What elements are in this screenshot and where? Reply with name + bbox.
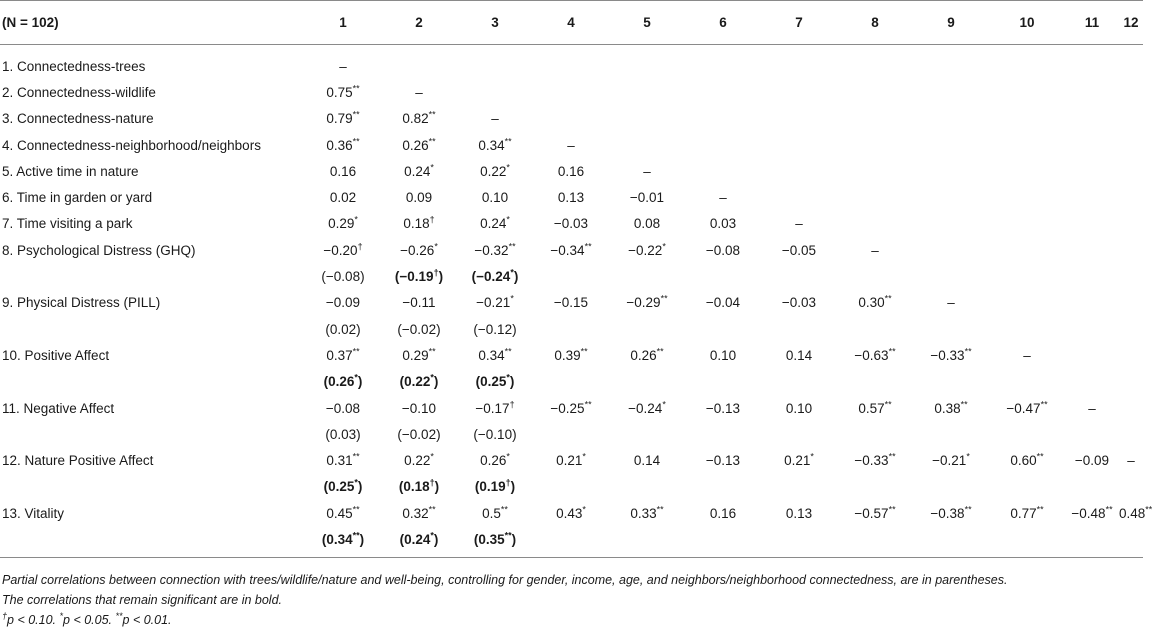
table-cell: [685, 158, 761, 184]
table-cell: −0.11: [402, 295, 436, 311]
table-cell: [609, 421, 685, 447]
column-header: 11: [1065, 1, 1119, 45]
table-cell: [1119, 474, 1143, 500]
table-cell: [1119, 263, 1143, 289]
table-cell: (0.18†): [398, 477, 440, 495]
note-partial-correlations: Partial correlations between connection with trees/wildlife/nature and well-being, controlling for gender, income, age, and neighbors/neighborhood connectedness, are in parentheses.: [2, 573, 1008, 587]
table-cell: 0.30**: [858, 293, 892, 311]
row-label: [0, 369, 305, 395]
table-cell: −0.33**: [930, 346, 972, 363]
table-cell: [761, 184, 837, 210]
table-cell: [761, 132, 837, 158]
table-cell: [457, 45, 533, 80]
table-cell: 0.14: [633, 453, 661, 469]
table-cell: [913, 45, 989, 80]
table-cell: [1065, 342, 1119, 368]
table-cell: (0.24*): [381, 526, 457, 557]
table-cell: [913, 369, 989, 395]
table-cell: [1065, 526, 1119, 557]
table-cell: −0.17†: [475, 399, 515, 416]
table-cell: –: [947, 295, 955, 311]
table-cell: 0.32**: [402, 504, 436, 521]
table-cell: [609, 369, 685, 395]
table-cell: [533, 106, 609, 132]
table-cell: −0.08: [705, 242, 741, 258]
table-cell: 0.16: [557, 163, 585, 179]
table-cell: 0.34**: [478, 346, 512, 363]
table-cell: (−0.19†): [394, 267, 444, 285]
table-cell: –: [1023, 347, 1031, 363]
table-cell: [989, 316, 1065, 342]
table-cell: 0.36**: [326, 136, 360, 153]
table-cell: [609, 132, 685, 158]
table-cell: [1119, 342, 1143, 368]
table-cell: [1119, 106, 1143, 132]
table-cell: [837, 474, 913, 500]
table-cell: 0.39**: [554, 346, 588, 363]
row-label: 7. Time visiting a park: [2, 216, 133, 232]
table-cell: (0.34**): [305, 526, 381, 557]
table-row: [0, 184, 1143, 210]
table-cell: 0.60**: [1010, 451, 1044, 469]
table-row-partial: [0, 316, 1143, 342]
table-cell: 0.10: [785, 400, 813, 416]
table-cell: [989, 263, 1065, 289]
table-cell: −0.38**: [930, 504, 972, 521]
table-cell: [1119, 211, 1143, 237]
table-cell: 0.57**: [858, 399, 892, 416]
table-cell: −0.05: [781, 242, 817, 258]
table-cell: 0.02: [329, 190, 357, 206]
header-row: [0, 1, 1143, 45]
column-header: 1: [305, 1, 381, 45]
table-row: [0, 395, 1143, 421]
table-cell: [685, 106, 761, 132]
table-cell: 0.29*: [328, 214, 358, 232]
table-cell: (−0.24*): [471, 267, 519, 285]
table-cell: −0.03: [781, 295, 817, 311]
table-cell: −0.26*: [400, 241, 438, 258]
table-cell: −0.09: [1074, 453, 1110, 469]
table-cell: [1119, 237, 1143, 263]
table-row-partial: [0, 474, 1143, 500]
table-cell: [1065, 316, 1119, 342]
row-label: 5. Active time in nature: [2, 163, 139, 179]
column-header: 9: [913, 1, 989, 45]
table-cell: [609, 45, 685, 80]
column-header: 2: [381, 1, 457, 45]
table-cell: (−0.12): [473, 321, 517, 337]
table-body: [0, 45, 1152, 558]
table-cell: [989, 158, 1065, 184]
table-cell: [1065, 421, 1119, 447]
table-cell: (0.02): [325, 321, 361, 337]
table-cell: (0.22*): [399, 372, 439, 390]
table-cell: 0.24*: [480, 214, 510, 232]
row-label: [0, 421, 305, 447]
table-cell: 0.45**: [326, 504, 360, 521]
table-cell: [1119, 526, 1143, 557]
table-cell: −0.21*: [476, 293, 514, 311]
table-cell: −0.48**: [1071, 504, 1113, 521]
table-cell: (−0.02): [397, 426, 441, 442]
table-cell: [837, 316, 913, 342]
table-cell: [913, 474, 989, 500]
table-cell: 0.13: [785, 505, 813, 521]
table-cell: (0.26*): [323, 372, 363, 390]
table-cell: [1065, 263, 1119, 289]
table-row: [0, 290, 1143, 316]
table-cell: [761, 79, 837, 105]
table-cell: [609, 526, 685, 557]
table-cell: [761, 526, 837, 557]
table-cell: –: [871, 242, 879, 258]
table-cell: [1065, 290, 1119, 316]
column-header: 7: [761, 1, 837, 45]
table-cell: 0.48**: [1119, 504, 1152, 521]
table-cell: [685, 316, 761, 342]
table-cell: [609, 106, 685, 132]
table-cell: 0.22*: [404, 451, 434, 469]
column-header: 6: [685, 1, 761, 45]
table-cell: [1065, 369, 1119, 395]
column-header: 10: [989, 1, 1065, 45]
table-cell: [685, 526, 761, 557]
table-cell: [761, 106, 837, 132]
table-cell: [913, 158, 989, 184]
row-label: [0, 263, 305, 289]
table-cell: [1119, 132, 1143, 158]
table-cell: –: [795, 216, 803, 232]
table-cell: [761, 474, 837, 500]
table-cell: [1065, 45, 1119, 80]
table-cell: 0.26**: [402, 136, 436, 153]
table-cell: [1065, 106, 1119, 132]
table-cell: [989, 290, 1065, 316]
table-cell: [1119, 45, 1143, 80]
table-cell: 0.21*: [784, 451, 814, 469]
table-cell: 0.34**: [478, 136, 512, 153]
table-cell: −0.47**: [1006, 399, 1048, 416]
table-cell: [533, 316, 609, 342]
table-cell: [913, 106, 989, 132]
table-row-partial: [0, 263, 1143, 289]
table-cell: [1065, 474, 1119, 500]
table-cell: −0.04: [705, 295, 741, 311]
table-row-partial: [0, 526, 1143, 557]
table-cell: 0.37**: [326, 346, 360, 363]
table-cell: 0.16: [709, 505, 737, 521]
table-cell: [989, 526, 1065, 557]
table-cell: 0.5**: [482, 504, 508, 521]
table-cell: [913, 421, 989, 447]
table-cell: –: [1127, 453, 1135, 469]
table-cell: [913, 132, 989, 158]
table-row: [0, 132, 1143, 158]
table-cell: [989, 474, 1065, 500]
table-cell: [837, 369, 913, 395]
table-cell: [913, 316, 989, 342]
table-cell: [913, 237, 989, 263]
table-cell: 0.10: [481, 190, 509, 206]
table-cell: [609, 263, 685, 289]
table-cell: [1119, 316, 1143, 342]
table-cell: 0.33**: [630, 504, 664, 521]
table-notes: [2, 570, 1008, 630]
table-cell: 0.14: [785, 347, 813, 363]
table-cell: [837, 263, 913, 289]
table-cell: –: [567, 137, 575, 153]
row-label: 1. Connectedness-trees: [2, 58, 146, 74]
table-cell: −0.08: [325, 400, 361, 416]
table-cell: [913, 79, 989, 105]
table-cell: −0.01: [629, 190, 665, 206]
table-cell: 0.21*: [556, 451, 586, 469]
table-cell: [837, 526, 913, 557]
table-cell: 0.24*: [404, 162, 434, 179]
table-cell: 0.08: [633, 216, 661, 232]
table-cell: [761, 263, 837, 289]
table-cell: [837, 45, 913, 80]
table-cell: [533, 421, 609, 447]
table-cell: −0.13: [705, 400, 741, 416]
table-cell: 0.38**: [934, 399, 968, 416]
table-cell: –: [491, 111, 499, 127]
table-cell: (−0.08): [321, 269, 365, 285]
table-cell: [609, 474, 685, 500]
table-row: [0, 45, 1143, 80]
table-cell: [761, 45, 837, 80]
table-cell: −0.32**: [474, 241, 516, 258]
table-cell: 0.18†: [403, 214, 435, 232]
row-label: 8. Psychological Distress (GHQ): [2, 242, 196, 258]
table-cell: −0.21*: [932, 451, 970, 469]
table-cell: –: [719, 190, 727, 206]
table-cell: [989, 184, 1065, 210]
row-label: 2. Connectedness-wildlife: [2, 84, 156, 100]
table-cell: [1119, 290, 1143, 316]
table-cell: [1065, 79, 1119, 105]
table-cell: −0.22*: [628, 241, 666, 258]
table-row: [0, 79, 1143, 105]
table-cell: [989, 369, 1065, 395]
table-cell: [1119, 184, 1143, 210]
table-cell: −0.03: [553, 216, 589, 232]
table-cell: [381, 45, 457, 80]
table-row: [0, 500, 1143, 526]
table-cell: 0.43*: [556, 504, 586, 521]
table-cell: (−0.02): [397, 321, 441, 337]
row-label: [0, 474, 305, 500]
row-label: 13. Vitality: [2, 505, 65, 521]
table-cell: [989, 79, 1065, 105]
table-cell: [837, 211, 913, 237]
table-row: [0, 211, 1143, 237]
table-cell: [533, 79, 609, 105]
table-cell: [533, 263, 609, 289]
table-cell: −0.33**: [854, 451, 896, 469]
table-cell: [1119, 158, 1143, 184]
table-cell: [1065, 158, 1119, 184]
table-cell: 0.10: [709, 347, 737, 363]
table-cell: [989, 132, 1065, 158]
table-cell: [609, 79, 685, 105]
table-row-partial: [0, 369, 1143, 395]
table-cell: −0.25**: [550, 399, 592, 416]
note-bold-significance: The correlations that remain significant are in bold.: [2, 593, 283, 607]
table-cell: –: [415, 84, 423, 100]
note-significance-levels: †p < 0.10. *p < 0.05. **p < 0.01.: [2, 610, 172, 627]
table-row: [0, 447, 1143, 473]
column-header: 3: [457, 1, 533, 45]
table-cell: [989, 237, 1065, 263]
table-cell: [761, 369, 837, 395]
table-cell: [837, 132, 913, 158]
table-row: [0, 237, 1143, 263]
column-header: 4: [533, 1, 609, 45]
table-cell: [685, 132, 761, 158]
table-row: [0, 106, 1143, 132]
row-label: [0, 526, 305, 557]
table-cell: 0.29**: [402, 346, 436, 363]
row-label: 11. Negative Affect: [2, 400, 115, 416]
table-cell: –: [643, 163, 651, 179]
table-cell: (0.35**): [457, 526, 533, 557]
table-cell: 0.22*: [480, 162, 510, 179]
table-row: [0, 342, 1143, 368]
table-cell: 0.31**: [326, 451, 360, 469]
table-cell: [837, 106, 913, 132]
table-cell: [1065, 184, 1119, 210]
table-cell: 0.75**: [326, 83, 360, 100]
table-cell: −0.20†: [323, 241, 363, 258]
row-label: 6. Time in garden or yard: [2, 190, 153, 206]
table-cell: [913, 211, 989, 237]
table-cell: [533, 526, 609, 557]
table-cell: [1065, 237, 1119, 263]
row-label: 9. Physical Distress (PILL): [2, 295, 161, 311]
table-cell: [837, 421, 913, 447]
column-header: 8: [837, 1, 913, 45]
row-label: 4. Connectedness-neighborhood/neighbors: [2, 137, 261, 153]
table-cell: [837, 158, 913, 184]
table-cell: [533, 369, 609, 395]
table-cell: –: [339, 58, 347, 74]
table-cell: [989, 106, 1065, 132]
table-cell: 0.16: [329, 163, 357, 179]
table-cell: [1065, 211, 1119, 237]
table-cell: (0.25*): [475, 372, 515, 390]
table-cell: (0.25*): [323, 477, 363, 495]
table-cell: [533, 474, 609, 500]
table-cell: (0.19†): [474, 477, 516, 495]
table-cell: 0.79**: [326, 109, 360, 127]
table-cell: 0.82**: [402, 109, 436, 127]
table-cell: −0.13: [705, 453, 741, 469]
table-cell: (−0.10): [473, 426, 517, 442]
table-cell: [837, 79, 913, 105]
table-cell: [1119, 369, 1143, 395]
table-cell: [685, 263, 761, 289]
table-cell: 0.26**: [630, 346, 664, 363]
table-cell: −0.57**: [854, 504, 896, 521]
table-cell: [913, 526, 989, 557]
table-cell: [761, 158, 837, 184]
table-cell: −0.24*: [628, 399, 666, 416]
table-cell: [913, 263, 989, 289]
table-cell: [609, 316, 685, 342]
table-row-partial: [0, 421, 1143, 447]
table-cell: [685, 45, 761, 80]
table-cell: 0.03: [709, 216, 737, 232]
table-cell: [989, 421, 1065, 447]
row-label: [0, 316, 305, 342]
table-cell: −0.29**: [626, 293, 668, 311]
column-header: 12: [1119, 1, 1143, 45]
table-cell: −0.63**: [854, 346, 896, 363]
table-row: [0, 158, 1143, 184]
table-cell: [685, 369, 761, 395]
table-cell: [1119, 79, 1143, 105]
table-cell: [685, 474, 761, 500]
table-cell: [457, 79, 533, 105]
row-label: 10. Positive Affect: [2, 347, 110, 363]
table-cell: [1119, 421, 1143, 447]
table-cell: (0.03): [325, 426, 361, 442]
table-cell: −0.10: [401, 400, 437, 416]
table-cell: [989, 45, 1065, 80]
row-label: 3. Connectedness-nature: [2, 111, 154, 127]
row-label: 12. Nature Positive Affect: [2, 453, 154, 469]
table-cell: [913, 184, 989, 210]
table-cell: −0.09: [325, 295, 361, 311]
table-cell: 0.09: [405, 190, 433, 206]
table-cell: [685, 421, 761, 447]
table-cell: [685, 79, 761, 105]
table-cell: –: [1088, 400, 1096, 416]
table-cell: [1065, 132, 1119, 158]
corner-header: (N = 102): [0, 1, 305, 45]
table-cell: [761, 421, 837, 447]
table-cell: [989, 211, 1065, 237]
table-cell: 0.26*: [480, 451, 510, 469]
table-cell: −0.34**: [550, 241, 592, 258]
table-cell: [533, 45, 609, 80]
column-header: 5: [609, 1, 685, 45]
table-cell: [837, 184, 913, 210]
table-cell: [761, 316, 837, 342]
table-cell: [1119, 395, 1143, 421]
table-cell: 0.13: [557, 190, 585, 206]
table-cell: 0.77**: [1010, 504, 1044, 521]
table-cell: −0.15: [553, 295, 589, 311]
